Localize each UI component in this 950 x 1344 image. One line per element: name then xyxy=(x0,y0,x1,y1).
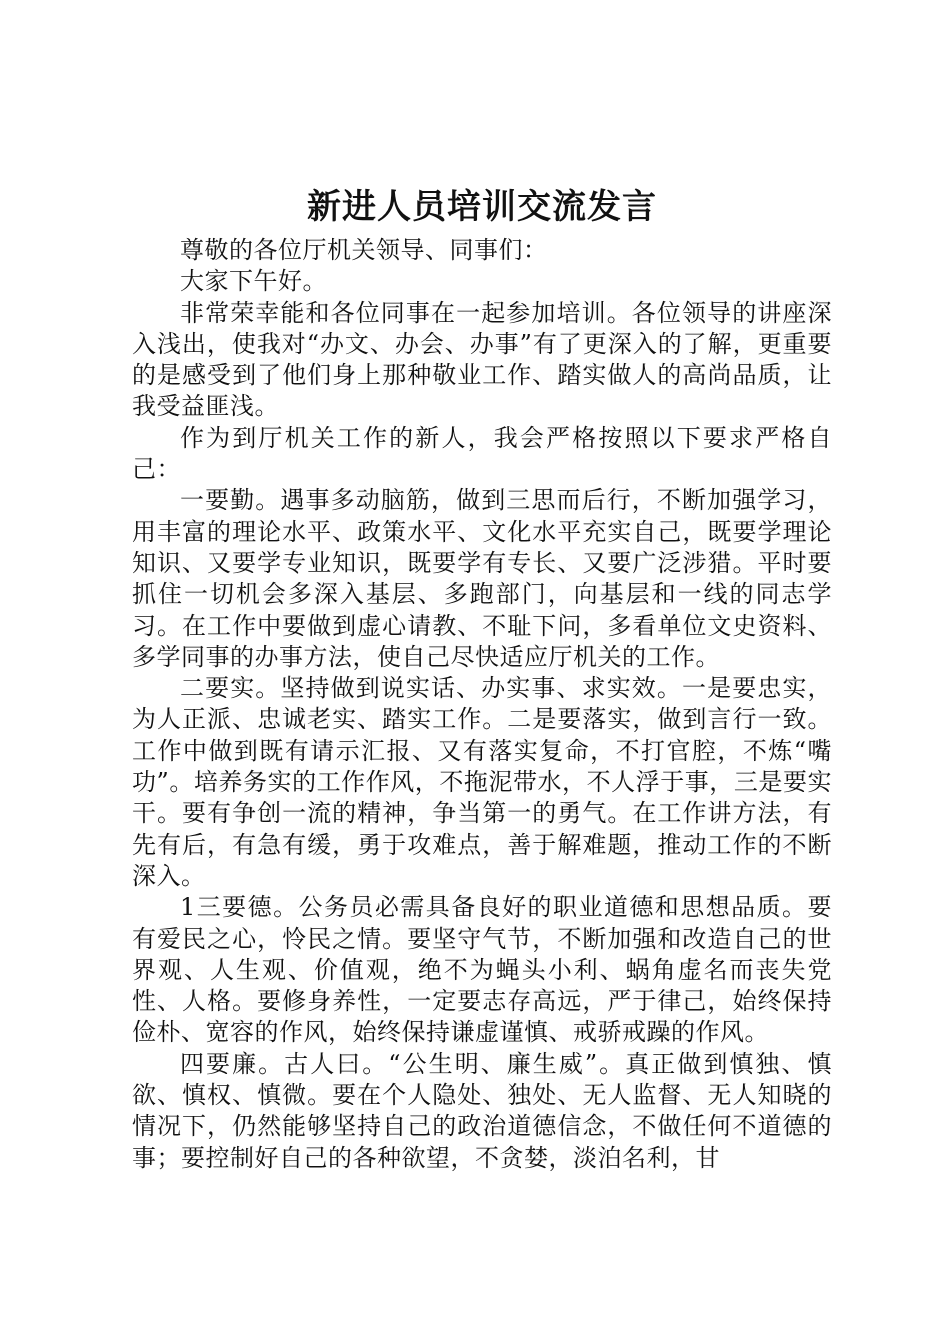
greeting-paragraph: 大家下午好。 xyxy=(180,267,327,296)
salutation-paragraph: 尊敬的各位厅机关领导、同事们： xyxy=(180,236,548,264)
intro-paragraph: 非常荣幸能和各位同事在一起参加培训。各位领导的讲座深入浅出，使我对“办文、办会、办事”有了更深入的了解，更重要的是感受到了他们身上那种敬业工作、踏实做人的高尚品质，让我受益匪浅。 xyxy=(132,298,832,421)
requirements-intro-paragraph: 作为到厅机关工作的新人，我会严格按照以下要求严格自己： xyxy=(132,423,832,484)
practicality-paragraph: 二要实。坚持做到说实话、办实事、求实效。一是要忠实，为人正派、忠诚老实、踏实工作。二是要落实，做到言行一致。工作中做到既有请示汇报、又有落实复命，不打官腔，不炼“嘴功”。培养务实的工作作风，不拖泥带水，不人浮于事，三是要实干。要有争创一流的精神，争当第一的勇气。在工作讲方法，有先有后，有急有缓，勇于攻难点，善于解难题，推动工作的不断深入。 xyxy=(132,674,832,890)
document-title: 新进人员培训交流发言 xyxy=(307,187,657,227)
integrity-paragraph: 四要廉。古人曰。“公生明、廉生威”。真正做到慎独、慎欲、慎权、慎微。要在个人隐处、独处、无人监督、无人知晓的情况下，仍然能够坚持自己的政治道德信念，不做任何不道德的事；要控制好自己的各种欲望，不贪婪，淡泊名利，甘 xyxy=(132,1049,832,1172)
morality-paragraph: 1三要德。公务员必需具备良好的职业道德和思想品质。要有爱民之心，怜民之情。要坚守气节，不断加强和改造自己的世界观、人生观、价值观，绝不为蝇头小利、蜗角虚名而丧失党性、人格。要修身养性，一定要志存高远，严于律己，始终保持俭朴、宽容的作风，始终保持谦虚谨慎、戒骄戒躁的作风。 xyxy=(132,893,832,1047)
diligence-paragraph: 一要勤。遇事多动脑筋，做到三思而后行，不断加强学习，用丰富的理论水平、政策水平、文化水平充实自己，既要学理论知识、又要学专业知识，既要学有专长、又要广泛涉猎。平时要抓住一切机会多深入基层、多跑部门，向基层和一线的同志学习。在工作中要做到虚心请教、不耻下问，多看单位文史资料、多学同事的办事方法，使自己尽快适应厅机关的工作。 xyxy=(132,486,832,671)
document-page xyxy=(132,185,832,1174)
